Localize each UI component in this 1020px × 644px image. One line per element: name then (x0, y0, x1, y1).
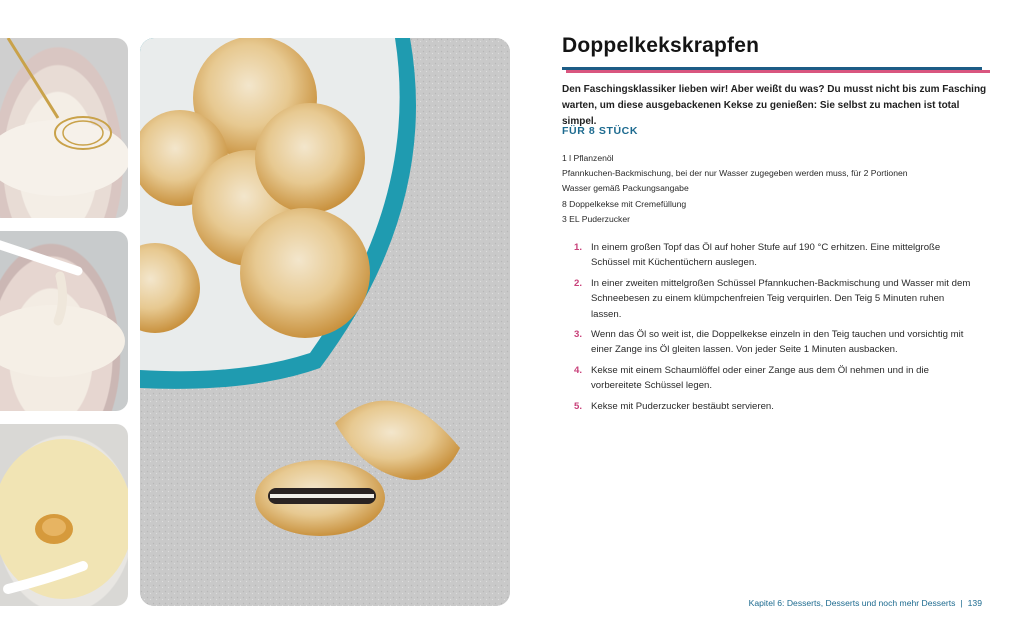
step-text: Kekse mit einem Schaumlöffel oder einer Zange aus dem Öl nehmen und in die vorbereitete Schüssel legen. (591, 364, 929, 392)
page-footer (749, 598, 982, 608)
fried-cookies-illustration (140, 38, 510, 606)
ingredient-item: Pfannkuchen-Backmischung, bei der nur Wasser zugegeben werden muss, für 2 Portionen (562, 168, 908, 179)
recipe-title: Doppelkekskrapfen (562, 34, 760, 57)
step-item (574, 276, 974, 322)
step-number: 4. (574, 364, 583, 376)
photo-whisking-batter (0, 38, 128, 218)
footer-separator: | (960, 598, 963, 608)
recipe-yield: FÜR 8 STÜCK (562, 125, 639, 137)
step-text: Wenn das Öl so weit ist, die Doppelkekse einzeln in den Teig tauchen und vorsichtig mit einer Zange ins Öl gleiten lassen. Von jeder Seite 1 Minuten ausbacken. (591, 329, 964, 356)
step-item (574, 327, 974, 358)
whisk-illustration (0, 38, 128, 218)
page-number: 139 (967, 598, 982, 608)
step-text: Kekse mit Puderzucker bestäubt servieren. (591, 400, 774, 412)
photo-frying-cookie (0, 424, 128, 606)
frying-pan-illustration (0, 424, 128, 606)
step-item (574, 399, 974, 414)
step-item (574, 240, 974, 271)
title-underline-pink (566, 70, 990, 73)
ingredient-item: 1 l Pflanzenöl (562, 153, 614, 163)
ingredient-item: 8 Doppelkekse mit Cremefüllung (562, 198, 687, 209)
step-text: In einem großen Topf das Öl auf hoher Stufe auf 190 °C erhitzen. Eine mittelgroße Schüssel mit Küchentüchern auslegen. (591, 242, 941, 269)
ingredient-item: Wasser gemäß Packungsangabe (562, 183, 689, 194)
ingredient-list (562, 151, 908, 227)
step-item (574, 363, 974, 394)
step-list (574, 240, 974, 419)
step-number: 5. (574, 400, 583, 412)
step-number: 1. (574, 242, 583, 253)
step-number: 2. (574, 277, 583, 289)
chapter-title: Kapitel 6: Desserts, Desserts und noch mehr Desserts (748, 598, 956, 608)
tongs-illustration (0, 231, 128, 411)
photo-dipping-cookie (0, 231, 128, 411)
step-number: 3. (574, 329, 583, 341)
ingredient-item: 3 EL Puderzucker (562, 213, 630, 224)
step-text: In einer zweiten mittelgroßen Schüssel Pfannkuchen-Backmischung und Wasser mit dem Schneebesen zu einem klümpchenfreien Teig verquirlen. Den Teig 5 Minuten ruhen lassen. (591, 277, 971, 320)
recipe-intro: Den Faschingsklassiker lieben wir! Aber weißt du was? Du musst nicht bis zum Fasching warten, um diese ausgebackenen Kekse zu genießen: Sie selbst zu machen ist total simpel. (562, 84, 987, 127)
photo-fried-cookies (140, 38, 510, 606)
